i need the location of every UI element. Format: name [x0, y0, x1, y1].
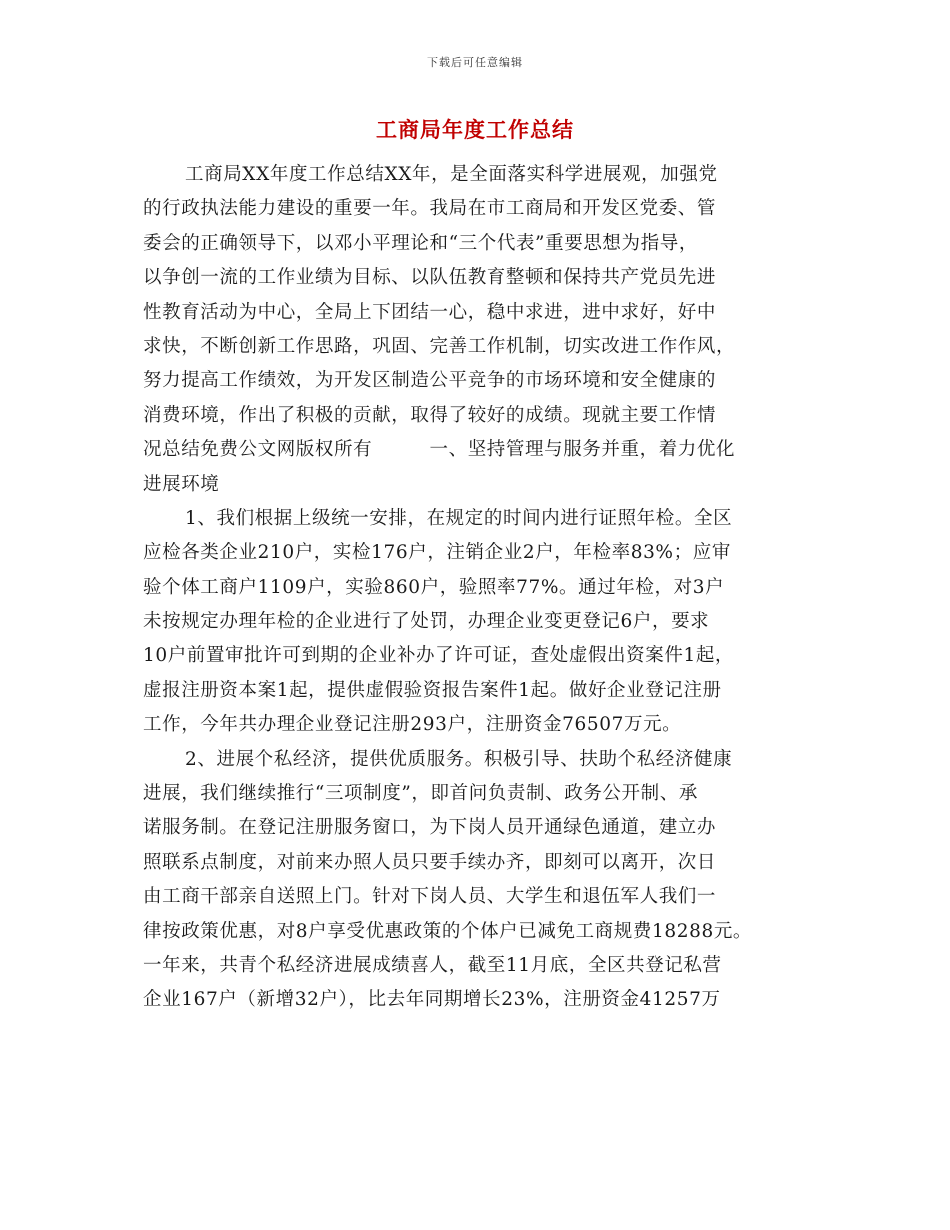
paragraph-line: 2、进展个私经济，提供优质服务。积极引导、扶助个私经济健康 — [185, 748, 733, 770]
paragraph-line: 性教育活动为中心，全局上下团结一心，稳中求进，进中求好，好中 — [143, 301, 717, 323]
paragraph-line: 以争创一流的工作业绩为目标、以队伍教育整顿和保持共产党员先进 — [143, 267, 717, 289]
document-title: 工商局年度工作总结 — [376, 117, 574, 142]
paragraph-line: 消费环境，作出了积极的贡献，取得了较好的成绩。现就主要工作情 — [143, 404, 717, 426]
paragraph-line: 应检各类企业210户，实检176户，注销企业2户，年检率83%；应审 — [143, 542, 731, 564]
paragraph-line: 工商局XX年度工作总结XX年，是全面落实科学进展观，加强党 — [185, 164, 718, 185]
paragraph-line: 由工商干部亲自送照上门。针对下岗人员、大学生和退伍军人我们一 — [143, 886, 717, 908]
page-header: 下载后可任意编辑 — [427, 56, 523, 69]
paragraph-line: 照联系点制度，对前来办照人员只要手续办齐，即刻可以离开，次日 — [143, 851, 717, 873]
paragraph-line: 求快，不断创新工作思路，巩固、完善工作机制，切实改进工作作风， — [143, 335, 736, 357]
paragraph-line: 未按规定办理年检的企业进行了处罚，办理企业变更登记6户，要求 — [143, 611, 710, 633]
paragraph-line: 验个体工商户1109户，实验860户，验照率77%。通过年检，对3户 — [143, 576, 725, 598]
paragraph-line: 律按政策优惠，对8户享受优惠政策的个体户已减免工商规费18288元。 — [143, 920, 753, 942]
paragraph-line: 进展，我们继续推行“三项制度”，即首问负责制、政务公开制、承 — [143, 783, 698, 805]
paragraph-line: 1、我们根据上级统一安排，在规定的时间内进行证照年检。全区 — [185, 507, 733, 529]
paragraph-line: 一年来，共青个私经济进展成绩喜人，截至11月底，全区共登记私营 — [143, 954, 722, 976]
paragraph-line: 进展环境 — [143, 473, 220, 495]
paragraph-line: 况总结免费公文网版权所有 一、坚持管理与服务并重，着力优化 — [143, 439, 736, 461]
paragraph-line: 企业167户（新增32户），比去年同期增长23%，注册资金41257万 — [143, 989, 721, 1011]
paragraph-line: 诺服务制。在登记注册服务窗口，为下岗人员开通绿色通道，建立办 — [143, 817, 717, 839]
document-body — [143, 158, 823, 1018]
paragraph-line: 虚报注册资本案1起，提供虚假验资报告案件1起。做好企业登记注册 — [143, 679, 722, 701]
paragraph-line: 10户前置审批许可到期的企业补办了许可证，查处虚假出资案件1起， — [143, 645, 735, 667]
paragraph-line: 努力提高工作绩效，为开发区制造公平竞争的市场环境和安全健康的 — [143, 370, 717, 392]
paragraph-line: 委会的正确领导下，以邓小平理论和“三个代表”重要思想为指导， — [143, 232, 698, 254]
paragraph-line: 工作，今年共办理企业登记注册293户，注册资金76507万元。 — [143, 714, 682, 736]
paragraph-line: 的行政执法能力建设的重要一年。我局在市工商局和开发区党委、管 — [143, 198, 717, 220]
